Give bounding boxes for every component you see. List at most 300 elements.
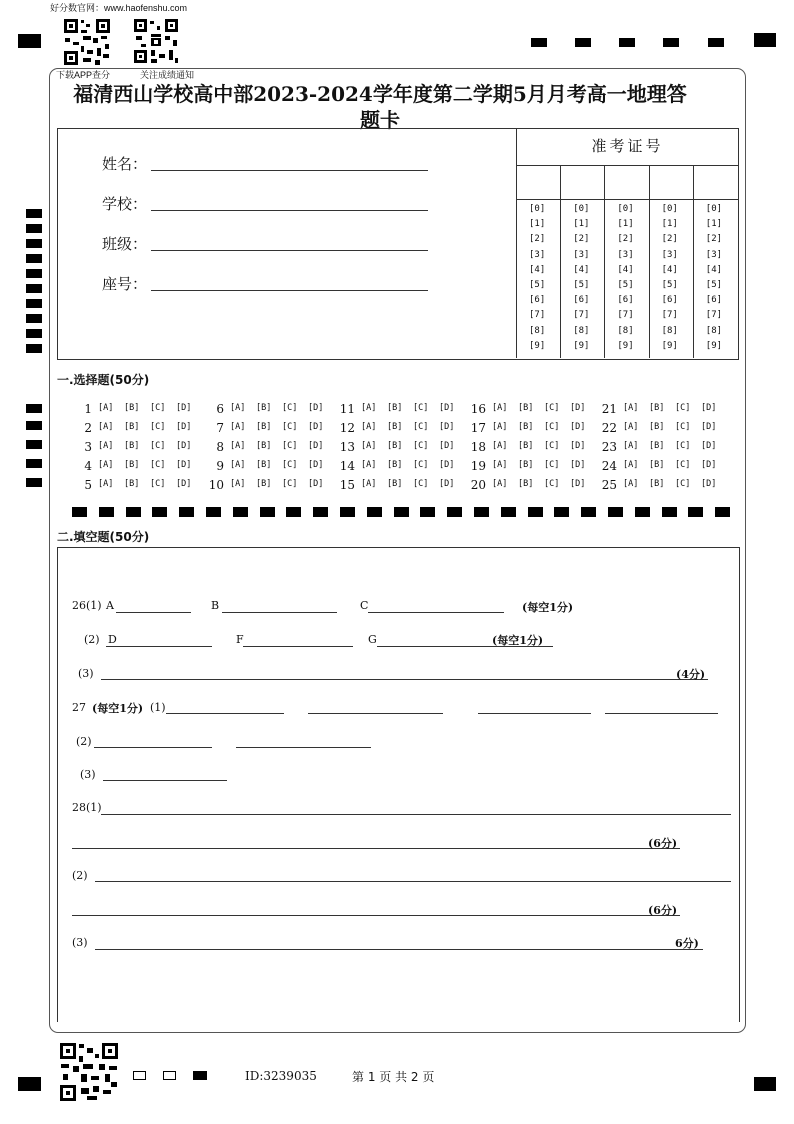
timing-mark (26, 404, 42, 413)
choice-bubble[interactable]: [A] (98, 460, 114, 470)
question-number: 2 (84, 421, 92, 435)
q26-2-label: (2) (84, 633, 100, 646)
choice-bubble[interactable]: [D] (439, 479, 455, 489)
timing-mark (528, 507, 543, 517)
exam-digit-bubble[interactable]: [0] (617, 204, 634, 214)
blank-a[interactable] (116, 612, 191, 613)
exam-digit-bubble[interactable]: [0] (529, 204, 546, 214)
exam-digit-bubble[interactable]: [2] (617, 234, 634, 245)
question-number: 24 (601, 459, 617, 473)
timing-mark (420, 507, 435, 517)
blank-b-label: B (211, 599, 220, 612)
exam-digit-bubble[interactable]: [7] (573, 310, 590, 321)
choice-bubble[interactable]: [C] (413, 479, 429, 489)
question-number: 17 (470, 421, 486, 435)
q27-1-label: (1) (150, 701, 166, 714)
blank-28-1a[interactable] (101, 814, 731, 815)
exam-digit-bubble[interactable]: [3] (661, 249, 678, 260)
choice-bubble[interactable]: [A] (623, 441, 639, 451)
exam-digit-bubble[interactable]: [4] (573, 264, 590, 275)
exam-digit-bubble[interactable]: [2] (573, 234, 590, 245)
exam-digit-bubble[interactable]: [1] (617, 219, 634, 230)
choice-bubble[interactable]: [B] (256, 422, 272, 432)
choice-bubble[interactable]: [B] (256, 441, 272, 451)
choice-bubble[interactable]: [B] (518, 460, 534, 470)
timing-mark (447, 507, 462, 517)
score-note: (每空1分) (522, 601, 574, 614)
question-number: 4 (84, 459, 92, 473)
choice-bubble[interactable]: [D] (570, 479, 586, 489)
exam-digit-bubble[interactable]: [9] (529, 340, 546, 351)
choice-bubble[interactable]: [B] (124, 460, 140, 470)
exam-digit-bubble[interactable]: [9] (661, 340, 678, 351)
blank-g-label: G (368, 633, 377, 646)
choice-bubble[interactable]: [C] (150, 441, 166, 451)
exam-digit-bubble[interactable]: [0] (661, 204, 678, 214)
question-number: 14 (339, 459, 355, 473)
blank-28-2b[interactable] (72, 915, 680, 916)
question-number: 13 (339, 440, 355, 454)
seat-label: 座号： (102, 275, 148, 293)
timing-mark (26, 299, 42, 308)
qr-caption-app: 下载APP查分 (56, 70, 111, 80)
blank-f-label: F (236, 633, 244, 646)
score-note: (每空1分) (492, 634, 544, 647)
timing-mark (26, 284, 42, 293)
exam-number-digit-box[interactable] (561, 165, 605, 200)
timing-mark (26, 314, 42, 323)
score-note: (6分) (648, 904, 678, 917)
exam-digit-bubble[interactable]: [8] (705, 325, 723, 336)
timing-mark (99, 507, 114, 517)
timing-mark (26, 269, 42, 278)
choice-bubble[interactable]: [B] (518, 403, 534, 413)
blank-28-1b[interactable] (72, 848, 680, 849)
choice-bubble[interactable]: [B] (518, 479, 534, 489)
question-number: 8 (216, 440, 224, 454)
timing-mark (26, 329, 42, 338)
choice-bubble[interactable]: [C] (282, 441, 298, 451)
choice-bubble[interactable]: [C] (150, 479, 166, 489)
choice-bubble[interactable]: [D] (701, 441, 717, 451)
exam-number-digit-box[interactable] (605, 165, 649, 200)
exam-digit-bubble[interactable]: [3] (617, 249, 634, 260)
exam-digit-bubble[interactable]: [4] (617, 264, 634, 275)
card-id: ID:3239035 (245, 1069, 317, 1083)
timing-mark (313, 507, 328, 517)
exam-digit-bubble[interactable]: [3] (705, 249, 723, 260)
exam-digit-bubble[interactable]: [8] (617, 325, 634, 336)
choice-bubble[interactable]: [C] (544, 441, 560, 451)
timing-mark (715, 507, 730, 517)
exam-number-digit-box[interactable] (517, 165, 561, 200)
timing-mark (26, 421, 42, 430)
choice-bubble[interactable]: [D] (176, 479, 192, 489)
choice-bubble[interactable]: [D] (308, 479, 324, 489)
timing-mark (26, 254, 42, 263)
exam-digit-bubble[interactable]: [1] (529, 219, 546, 230)
page-mark-hollow (163, 1071, 176, 1080)
page-mark-filled (193, 1071, 207, 1080)
choice-bubble[interactable]: [B] (387, 441, 403, 451)
q28-2-label: (2) (72, 869, 88, 882)
site-url: 好分数官网：www.haofenshu.com (50, 3, 188, 13)
choice-bubble[interactable]: [C] (544, 460, 560, 470)
choice-bubble[interactable]: [A] (230, 460, 246, 470)
question-number: 12 (339, 421, 355, 435)
choice-bubble[interactable]: [B] (387, 479, 403, 489)
qr-code-icon (59, 1042, 119, 1102)
choice-bubble[interactable]: [B] (649, 403, 665, 413)
timing-mark (26, 344, 42, 353)
exam-digit-bubble[interactable]: [6] (617, 295, 634, 306)
choice-bubble[interactable]: [D] (701, 422, 717, 432)
choice-bubble[interactable]: [C] (282, 479, 298, 489)
blank-c[interactable] (368, 612, 504, 613)
timing-mark (233, 507, 248, 517)
question-number: 23 (601, 440, 617, 454)
blank-27-1c[interactable] (478, 713, 591, 714)
choice-bubble[interactable]: [D] (308, 403, 324, 413)
choice-bubble[interactable]: [D] (308, 441, 324, 451)
question-number: 22 (601, 421, 617, 435)
choice-bubble[interactable]: [C] (413, 441, 429, 451)
timing-mark (126, 507, 141, 517)
choice-bubble[interactable]: [D] (439, 460, 455, 470)
choice-bubble[interactable]: [C] (675, 422, 691, 432)
timing-mark (286, 507, 301, 517)
blank-d[interactable] (106, 646, 212, 647)
page-number: 第 1 页 共 2 页 (352, 1070, 435, 1084)
question-number: 16 (470, 402, 486, 416)
blank-27-3[interactable] (103, 780, 227, 781)
timing-mark (340, 507, 355, 517)
timing-mark (367, 507, 382, 517)
choice-bubble[interactable]: [B] (387, 422, 403, 432)
exam-number-column (560, 165, 605, 358)
choice-bubble[interactable]: [B] (518, 441, 534, 451)
choice-bubble[interactable]: [D] (439, 441, 455, 451)
choice-bubble[interactable]: [A] (98, 403, 114, 413)
exam-digit-bubble[interactable]: [1] (661, 219, 678, 230)
exam-digit-bubble[interactable]: [5] (529, 280, 546, 290)
blank-27-1a[interactable] (166, 713, 284, 714)
exam-number-digit-box[interactable] (694, 165, 738, 200)
choice-bubble[interactable]: [A] (230, 479, 246, 489)
score-note: 6分) (675, 937, 699, 950)
choice-bubble[interactable]: [D] (308, 422, 324, 432)
exam-number-digit-box[interactable] (650, 165, 694, 200)
choice-bubble[interactable]: [B] (124, 441, 140, 451)
choice-bubble[interactable]: [A] (492, 441, 508, 451)
timing-mark (501, 507, 516, 517)
timing-mark (608, 507, 623, 517)
timing-mark (26, 239, 42, 248)
choice-bubble[interactable]: [C] (282, 460, 298, 470)
exam-digit-bubble[interactable]: [2] (529, 234, 546, 245)
choice-bubble[interactable]: [B] (649, 479, 665, 489)
exam-digit-bubble[interactable]: [4] (705, 264, 723, 275)
choice-bubble[interactable]: [A] (492, 403, 508, 413)
exam-digit-bubble[interactable]: [9] (705, 340, 723, 351)
timing-mark (260, 507, 275, 517)
choice-bubble[interactable]: [A] (230, 441, 246, 451)
choice-bubble[interactable]: [A] (230, 422, 246, 432)
choice-bubble[interactable]: [C] (413, 422, 429, 432)
choice-bubble[interactable]: [D] (439, 403, 455, 413)
corner-mark (754, 33, 776, 47)
class-field[interactable] (151, 250, 428, 251)
choice-bubble[interactable]: [B] (649, 441, 665, 451)
corner-mark (754, 1077, 776, 1091)
timing-mark (26, 440, 42, 449)
timing-mark (531, 38, 547, 47)
exam-digit-bubble[interactable]: [0] (705, 204, 723, 214)
choice-bubble[interactable]: [B] (256, 403, 272, 413)
exam-digit-bubble[interactable]: [1] (705, 219, 723, 230)
choice-bubble[interactable]: [D] (701, 460, 717, 470)
page-mark-hollow (133, 1071, 146, 1080)
timing-mark (179, 507, 194, 517)
choice-bubble[interactable]: [B] (518, 422, 534, 432)
blank-27-2b[interactable] (236, 747, 371, 748)
question-number: 25 (601, 478, 617, 492)
choice-bubble[interactable]: [A] (492, 422, 508, 432)
timing-mark (26, 209, 42, 218)
question-number: 21 (601, 402, 617, 416)
blank-d-label: D (108, 633, 117, 646)
question-number: 19 (470, 459, 486, 473)
blank-27-1d[interactable] (605, 713, 718, 714)
timing-mark (394, 507, 409, 517)
choice-bubble[interactable]: [C] (675, 403, 691, 413)
exam-digit-bubble[interactable]: [2] (705, 234, 723, 245)
choice-bubble[interactable]: [A] (98, 441, 114, 451)
timing-mark (26, 459, 42, 468)
blank-28-3[interactable] (95, 949, 703, 950)
choice-bubble[interactable]: [D] (176, 460, 192, 470)
choice-bubble[interactable]: [C] (150, 403, 166, 413)
exam-digit-bubble[interactable]: [8] (573, 325, 590, 336)
choice-bubble[interactable]: [A] (361, 479, 377, 489)
exam-digit-bubble[interactable]: [5] (573, 280, 590, 290)
question-number: 1 (84, 402, 92, 416)
choice-bubble[interactable]: [C] (282, 403, 298, 413)
choice-bubble[interactable]: [B] (387, 403, 403, 413)
timing-mark (26, 224, 42, 233)
choice-bubble[interactable]: [A] (623, 479, 639, 489)
choice-bubble[interactable]: [C] (675, 441, 691, 451)
choice-bubble[interactable]: [B] (649, 460, 665, 470)
choice-bubble[interactable]: [D] (701, 479, 717, 489)
choice-bubble[interactable]: [A] (361, 403, 377, 413)
timing-mark (474, 507, 489, 517)
choice-bubble[interactable]: [A] (492, 479, 508, 489)
choice-section-title: 一.选择题(50分) (57, 373, 150, 387)
timing-mark (635, 507, 650, 517)
choice-bubble[interactable]: [A] (361, 441, 377, 451)
exam-digit-bubble[interactable]: [9] (573, 340, 590, 351)
choice-bubble[interactable]: [A] (623, 460, 639, 470)
choice-bubble[interactable]: [B] (387, 460, 403, 470)
choice-bubble[interactable]: [B] (649, 422, 665, 432)
choice-bubble[interactable]: [C] (413, 460, 429, 470)
exam-digit-bubble[interactable]: [5] (705, 280, 723, 290)
score-note: (每空1分) (92, 702, 144, 715)
choice-bubble[interactable]: [C] (675, 479, 691, 489)
score-note: (6分) (648, 837, 678, 850)
exam-number-column (604, 165, 649, 358)
fill-section-title: 二.填空题(50分) (57, 530, 150, 544)
choice-bubble[interactable]: [C] (150, 460, 166, 470)
exam-digit-bubble[interactable]: [2] (661, 234, 678, 245)
exam-digit-bubble[interactable]: [4] (661, 264, 678, 275)
page-title: 福清西山学校高中部2023-2024学年度第二学期5月月考高一地理答 (73, 82, 687, 106)
school-field[interactable] (151, 210, 428, 211)
timing-mark (152, 507, 167, 517)
choice-bubble[interactable]: [C] (544, 479, 560, 489)
choice-bubble[interactable]: [C] (544, 403, 560, 413)
name-field[interactable] (151, 170, 428, 171)
choice-bubble[interactable]: [D] (439, 422, 455, 432)
choice-bubble[interactable]: [C] (282, 422, 298, 432)
choice-bubble[interactable]: [A] (623, 403, 639, 413)
exam-digit-bubble[interactable]: [1] (573, 219, 590, 230)
choice-bubble[interactable]: [D] (308, 460, 324, 470)
choice-bubble[interactable]: [B] (124, 403, 140, 413)
timing-mark (708, 38, 724, 47)
exam-number-column (693, 165, 738, 358)
choice-bubble[interactable]: [A] (230, 403, 246, 413)
q26-3-label: (3) (78, 667, 94, 680)
question-number: 15 (339, 478, 355, 492)
question-number: 10 (208, 478, 224, 492)
timing-mark (72, 507, 87, 517)
exam-number-header: 准考证号 (516, 128, 738, 166)
choice-bubble[interactable]: [D] (176, 441, 192, 451)
qr-code-app (63, 18, 111, 66)
exam-number-column (649, 165, 694, 358)
exam-digit-bubble[interactable]: [8] (529, 325, 546, 336)
timing-mark (663, 38, 679, 47)
question-number: 5 (84, 478, 92, 492)
choice-bubble[interactable]: [D] (176, 403, 192, 413)
exam-number-column (516, 165, 561, 358)
choice-bubble[interactable]: [C] (150, 422, 166, 432)
qr-code-footer (59, 1042, 119, 1102)
choice-bubble[interactable]: [A] (623, 422, 639, 432)
corner-mark (18, 1077, 41, 1091)
exam-digit-bubble[interactable]: [4] (529, 264, 546, 275)
choice-bubble[interactable]: [C] (675, 460, 691, 470)
fill-answer-box (57, 547, 740, 1022)
timing-mark (26, 478, 42, 487)
q28-3-label: (3) (72, 936, 88, 949)
exam-digit-bubble[interactable]: [6] (661, 295, 678, 306)
question-number: 6 (216, 402, 224, 416)
choice-bubble[interactable]: [D] (570, 460, 586, 470)
choice-bubble[interactable]: [A] (98, 422, 114, 432)
timing-mark (688, 507, 703, 517)
exam-digit-bubble[interactable]: [8] (661, 325, 678, 336)
exam-digit-bubble[interactable]: [7] (705, 310, 723, 321)
question-number: 11 (339, 402, 355, 416)
exam-digit-bubble[interactable]: [3] (529, 249, 546, 260)
question-number: 18 (470, 440, 486, 454)
choice-bubble[interactable]: [A] (492, 460, 508, 470)
qr-code-icon (133, 18, 179, 64)
blank-28-2a[interactable] (95, 881, 731, 882)
timing-mark (619, 38, 635, 47)
choice-bubble[interactable]: [D] (176, 422, 192, 432)
exam-digit-bubble[interactable]: [0] (573, 204, 590, 214)
choice-bubble[interactable]: [B] (256, 460, 272, 470)
choice-bubble[interactable]: [D] (570, 403, 586, 413)
choice-bubble[interactable]: [D] (701, 403, 717, 413)
seat-field[interactable] (151, 290, 428, 291)
blank-c-label: C (360, 599, 369, 612)
choice-bubble[interactable]: [B] (124, 422, 140, 432)
q27-3-label: (3) (80, 768, 96, 781)
blank-a-label: A (106, 599, 114, 612)
exam-digit-bubble[interactable]: [5] (661, 280, 678, 290)
blank-27-1b[interactable] (308, 713, 443, 714)
choice-bubble[interactable]: [C] (413, 403, 429, 413)
q27-label: 27 (72, 701, 86, 714)
choice-bubble[interactable]: [D] (570, 441, 586, 451)
timing-mark (206, 507, 221, 517)
class-label: 班级： (102, 235, 148, 253)
choice-bubble[interactable]: [D] (570, 422, 586, 432)
exam-digit-bubble[interactable]: [6] (529, 295, 546, 306)
exam-digit-bubble[interactable]: [7] (529, 310, 546, 321)
question-number: 20 (470, 478, 486, 492)
q28-1-label: 28(1) (72, 801, 102, 814)
exam-digit-bubble[interactable]: [7] (661, 310, 678, 321)
exam-digit-bubble[interactable]: [9] (617, 340, 634, 351)
q27-2-label: (2) (76, 735, 92, 748)
question-number: 3 (84, 440, 92, 454)
qr-code-notice (133, 18, 179, 64)
timing-mark (662, 507, 677, 517)
choice-bubble[interactable]: [C] (544, 422, 560, 432)
exam-digit-bubble[interactable]: [5] (617, 280, 634, 290)
name-label: 姓名： (102, 155, 148, 173)
q26-1-label: 26(1) (72, 599, 102, 612)
exam-digit-bubble[interactable]: [7] (617, 310, 634, 321)
choice-bubble[interactable]: [B] (256, 479, 272, 489)
exam-digit-bubble[interactable]: [6] (705, 295, 723, 306)
exam-digit-bubble[interactable]: [3] (573, 249, 590, 260)
choice-bubble[interactable]: [A] (361, 422, 377, 432)
exam-digit-bubble[interactable]: [6] (573, 295, 590, 306)
timing-mark (581, 507, 596, 517)
corner-mark (18, 34, 41, 48)
school-label: 学校： (102, 195, 148, 213)
question-number: 9 (216, 459, 224, 473)
choice-bubble[interactable]: [B] (124, 479, 140, 489)
blank-27-2a[interactable] (94, 747, 212, 748)
question-number: 7 (216, 421, 224, 435)
blank-f[interactable] (243, 646, 353, 647)
blank-b[interactable] (222, 612, 337, 613)
page-title-cont: 题卡 (360, 108, 400, 132)
qr-caption-notice: 关注成绩通知 (140, 70, 195, 80)
choice-bubble[interactable]: [A] (98, 479, 114, 489)
blank-26-3[interactable] (101, 679, 708, 680)
qr-code-icon (63, 18, 111, 66)
choice-bubble[interactable]: [A] (361, 460, 377, 470)
